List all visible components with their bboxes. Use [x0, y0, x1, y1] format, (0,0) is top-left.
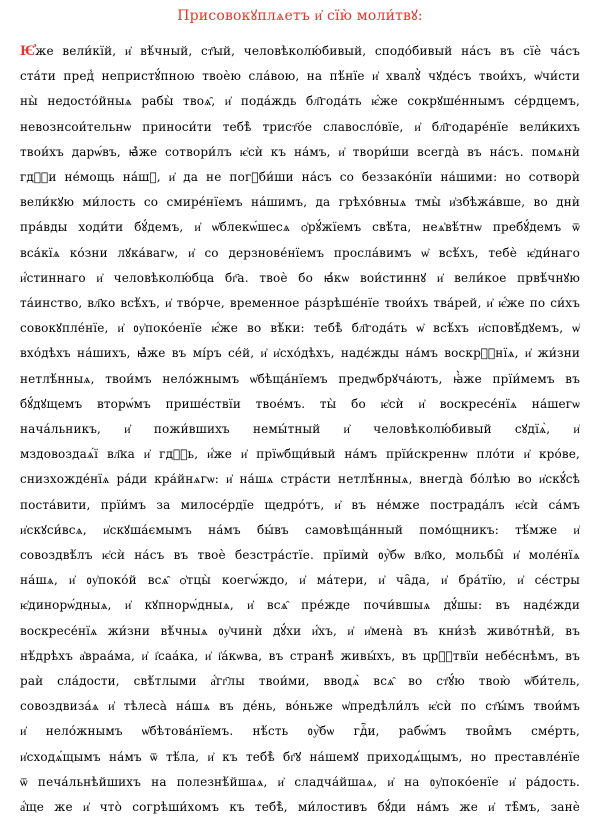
text-line-content: раѝ сла́дости, свѣ́тлыми а҆́гг҃лы твои́ми, вводѧ̀ всѧ̑ во ст҃ꙋ́ю твою̀ ѡ҆би́тель,	[20, 674, 580, 689]
text-line-content: пра́вды ходи́ти бꙋ́демъ, и҆ ѡ҆блекѡ́шесѧ ѻ҆рꙋ́жїемъ свѣ́та, неѧ҆вѣ́тнѡ пребꙋ́демъ ѿ	[20, 220, 580, 235]
text-line-content: поста́вити, прїи́мъ за милосе́рдїе щедро́тъ, и҆ въ не́мже пострада́лъ ѥ҆сѝ са́мъ	[20, 497, 580, 512]
text-line	[20, 669, 580, 694]
text-line	[20, 518, 580, 543]
text-line-content: гдⷭ҇и не́мощь на́шꙋ, и҆ да не погꙋби́ши на́съ со беззако́нїи на́шими: но сотворѝ	[20, 170, 580, 185]
text-line	[20, 543, 580, 568]
prayer-text	[20, 38, 580, 820]
text-line	[20, 745, 580, 770]
text-line	[20, 291, 580, 316]
text-line-content: ѥ҆динорѡ́дныѧ, и҆ кꙋпнорѡ́дныѧ, и҆ всѧ̑ пре́жде почи́вшыѧ дꙋ́шы: въ надє́жди	[20, 598, 580, 613]
text-line-content: вели́кꙋю ми́лость со смире́нїемъ на́шимъ, да грѣхо́вныѧ тмы̀ и҆збѣжа́вше, во днѝ	[20, 195, 580, 210]
text-line	[20, 165, 580, 190]
text-line	[20, 619, 580, 644]
text-line	[20, 392, 580, 417]
text-line-content: и҆сходѧ́щымъ на́мъ ѿ тѣ́ла, и҆ къ тебѣ̀ бг҃ꙋ на́шемꙋ приходѧ́щымъ, но преставле́нїе	[20, 749, 580, 764]
text-line	[20, 190, 580, 215]
text-line	[20, 341, 580, 366]
text-line	[20, 644, 580, 669]
text-line	[20, 64, 580, 89]
document-page	[0, 6, 600, 815]
page-title: Присовокꙋплѧетъ и҆ сїю̀ моли́твꙋ:	[177, 8, 423, 24]
text-line-content: нетлѣ́нныѧ, твои́мъ нело́жнымъ ѡ҆бѣща́нїемъ предѡбрꙋча́ютъ, ꙗ҆̀же прїи́мемъ въ	[20, 371, 580, 386]
text-line-content: совокꙋпле́нїе, и҆ ᲂу҆поко́енїе ѥ҆́же во вѣ́ки: тебѣ̀ бл҃года́ть ѡ҆ всѣ́хъ и҆сповѣ́дꙋемъ, ѡ҆	[20, 321, 580, 336]
text-line-content: и҆́стиннаго и҆ человѣколю́бца бг҃а. твоѐ бо ꙗ҆́кѡ вои́стиннꙋ и҆ вели́кое првѣ́чнꙋю	[20, 270, 580, 285]
text-line	[20, 215, 580, 240]
text-line	[20, 140, 580, 165]
text-line	[20, 467, 580, 492]
text-line-content: нѣ́дрѣхъ а҆враа́ма, и҆ і҆саа́ка, и҆ і҆а́кѡва, въ странѣ̀ живы́хъ, въ црⷭ҇твїи небе́снѣмъ, въ	[20, 648, 580, 663]
text-line-content: и҆скꙋси́всѧ, и҆скꙋша́ємымъ на́мъ бы́въ самовѣща́нный помо́щникъ: тѣ́мже и҆	[20, 522, 580, 537]
text-line-content: бꙋ́дꙋщемъ вторѡ́мъ прише́ствїи твое́мъ. ты̀ бо ѥ҆сѝ и҆ воскресе́нїѧ на́шегѡ	[20, 396, 580, 411]
text-line	[20, 694, 580, 719]
text-line	[20, 442, 580, 467]
dropcap-letter: Ѥ҆	[20, 41, 36, 59]
text-line	[20, 417, 580, 442]
text-line	[20, 568, 580, 593]
text-line-content: воскресе́нїѧ жи́зни вѣ́чныѧ ᲂу҆чинѝ дꙋ́хи и҆́хъ, и҆ и҆мена̀ въ кни́зѣ живо́тнѣй, въ	[20, 623, 580, 638]
text-line-content: а҆́ще же и҆ что̀ согрѣши́хомъ къ тебѣ̀, ми́лостивъ бꙋ́ди на́мъ же и҆ тѣ̑мъ, занѐ	[20, 800, 580, 815]
text-line	[20, 38, 580, 64]
text-line-content: твои́хъ дарѡ́въ, ꙗ҆̀же сотвори́лъ ѥ҆сѝ къ на́мъ, и҆ твори́ши всегда̀ въ на́съ. помѧнѝ	[20, 144, 580, 159]
text-line-content: ны̀ недосто́йныѧ рабы̀ твоѧ̑, и҆ пода́ждь бл҃года́ть ѥ҆́же сокрꙋше́ннымъ се́рдцемъ,	[20, 94, 580, 109]
text-line-content: та́инство, вл҃ко всѣ́хъ, и҆ тво́рче, временное ра́зрѣше́нїе твои́хъ тва́рей, и҆ ѥ҆́же по си́хъ	[20, 296, 580, 311]
text-line-content: и҆ нело́жнымъ ѡ҆бѣтова́нїемъ. нѣ́сть ᲂу҆̀бѡ гдⷭ҇и, рабѡ́мъ твои̑мъ сме́рть,	[20, 724, 580, 739]
text-line	[20, 266, 580, 291]
text-line-content: ѿ печа́льнѣйшихъ на полезнѣ́йшаѧ, и҆ сладча́йшаѧ, и҆ на ᲂу҆поко́енїе и҆ ра́дость.	[20, 774, 580, 789]
text-line-content: ста́ти пред̾ непристꙋ́пною твоѐю сла́вою, на пѣ́нїе и҆ хвалꙋ̀ чꙋде́съ твои́хъ, ѡ҆чи́сти	[20, 69, 580, 84]
text-line-content: совоздвиза́ѧ и҆ тѣлеса̀ на́шѧ въ де́нь, во́ньже ѡ҆предѣли́лъ ѥ҆сѝ по ст҃ы́мъ твои́мъ	[20, 699, 580, 714]
text-line	[20, 89, 580, 114]
text-line-content: мздовоздаѧ́ї вл҃ка и҆ гдⷭ҇ь, и҆́же и҆ прїѡбщи́вый на́мъ прїи́скреннѡ пло́ти и҆ кро́ве,	[20, 447, 580, 462]
text-line-content: нача́льникъ, и҆ пожи́вшихъ немы́тный и҆ человѣколю́бивый сꙋдїѧ̀, и҆	[20, 422, 580, 437]
text-line	[20, 593, 580, 618]
text-line	[20, 719, 580, 744]
text-line	[20, 115, 580, 140]
text-line	[20, 316, 580, 341]
text-line	[20, 241, 580, 266]
text-line-content: на́шѧ, и҆ ᲂу҆поко́й всѧ̑ ѻ҆тцы̀ коегѡ́ждо, и҆ ма́тери, и҆ ча̑да, и҆ бра́тїю, и҆ се́стры	[20, 573, 580, 588]
text-line	[20, 367, 580, 392]
text-line	[20, 493, 580, 518]
text-line	[20, 795, 580, 820]
text-line-content: совоздвѣ́лъ ѥ҆сѝ на́съ въ твоѐ безстра́стїе. прїимѝ ᲂу҆̀бѡ вл҃ко, мольбы̑ и҆ моле́нїѧ	[20, 548, 580, 563]
text-line-content: же вели́кїй, и҆ вѣ́чный, ст҃ый, человѣколю́бивый, сподо́бивый на́съ въ сїѐ ча́съ	[35, 44, 580, 58]
text-line-content: вса́кїѧ ко́зни лꙋка́вагѡ, и҆ со дерзнове́нїемъ просла́вимъ ѡ҆ всѣ́хъ, тебѐ ѥ҆ди́наго	[20, 245, 580, 260]
text-line-content: невознсои́тельнѡ приноси́ти тебѣ̀ трист҃о́е славосло́вїе, и҆ бл҃годаре́нїе вели́кихъ	[20, 119, 580, 134]
text-line-content: снизхожде́нїѧ ра́ди кра́йнѧгѡ: и҆ на́шѧ стра́сти нетлѣ́нныѧ, внегда̀ бо́лѣю во и҆скꙋ́сѣ	[20, 472, 580, 487]
text-line	[20, 770, 580, 795]
text-line-content: вхо́дѣхъ на́шихъ, ꙗ҆̀же въ мі́ръ се́й, и҆ и҆схо́дѣхъ, надє́жды на́мъ воскрⷭ҇нїѧ, и҆ жи́зни	[20, 346, 580, 361]
